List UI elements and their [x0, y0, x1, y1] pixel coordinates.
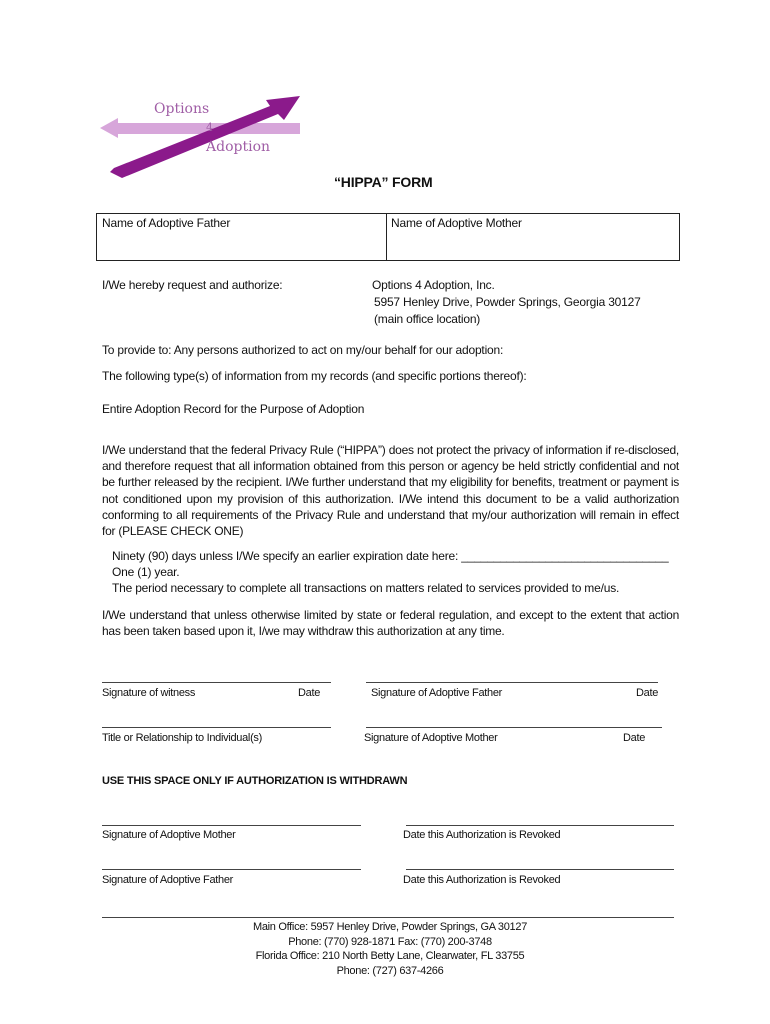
- mother-name-label: Name of Adoptive Mother: [391, 216, 522, 230]
- title-relationship-label: Title or Relationship to Individual(s): [102, 732, 262, 744]
- privacy-line: for (PLEASE CHECK ONE): [102, 524, 244, 539]
- privacy-line: not conditioned upon my provision of this authorization. I/We intend this document to be a valid authorization: [102, 491, 679, 506]
- footer-phone-florida: Phone: (727) 637-4266: [336, 965, 444, 977]
- option-ninety-days[interactable]: Ninety (90) days unless I/We specify an earlier expiration date here: ________________________________: [112, 549, 669, 563]
- logo-text-options: Options: [154, 101, 210, 117]
- logo-text-4: 4: [206, 121, 213, 134]
- witness-date-label: Date: [298, 687, 321, 699]
- privacy-line: and therefore request that all information obtained from this person or agency be held strictly confidential and not: [102, 459, 679, 474]
- withdrawn-mother-line[interactable]: [102, 825, 361, 826]
- withdrawn-father-label: Signature of Adoptive Father: [102, 874, 234, 886]
- privacy-line: conforming to all requirements of the Privacy Rule and understand that my/our authorization will remain in effect: [102, 507, 679, 522]
- page-title: “HIPPA” FORM: [334, 174, 433, 190]
- logo-text-adoption: Adoption: [206, 139, 271, 155]
- withdrawn-mother-label: Signature of Adoptive Mother: [102, 829, 236, 841]
- withdrawn-mother-date-line[interactable]: [406, 825, 674, 826]
- org-name: Options 4 Adoption, Inc.: [372, 278, 495, 292]
- org-location-note: (main office location): [374, 312, 481, 326]
- authorize-label: I/We hereby request and authorize:: [102, 278, 283, 292]
- title-relationship-line[interactable]: [102, 727, 331, 728]
- withdraw-line: has been taken based upon it, I/we may withdraw this authorization at any time.: [102, 624, 505, 639]
- footer-divider: [102, 917, 674, 918]
- provide-to-text: To provide to: Any persons authorized to act on my/our behalf for our adoption:: [102, 343, 504, 357]
- footer-florida-office: Florida Office: 210 North Betty Lane, Clearwater, FL 33755: [255, 950, 525, 962]
- privacy-paragraph: [102, 442, 679, 539]
- father-signature-label: Signature of Adoptive Father: [371, 687, 503, 699]
- privacy-line: I/We understand that the federal Privacy Rule (“HIPPA”) does not protect the privacy of information if re-disclosed,: [102, 443, 679, 457]
- withdraw-line: I/We understand that unless otherwise limited by state or federal regulation, and except to the extent that action: [102, 608, 679, 622]
- information-type-text: The following type(s) of information from my records (and specific portions thereof):: [102, 369, 527, 383]
- option-one-year[interactable]: One (1) year.: [112, 565, 180, 579]
- footer-phone-main: Phone: (770) 928-1871 Fax: (770) 200-3748: [288, 936, 492, 948]
- withdrawn-father-line[interactable]: [102, 869, 361, 870]
- withdraw-paragraph: [102, 607, 679, 639]
- father-name-label: Name of Adoptive Father: [102, 216, 231, 230]
- mother-signature-line[interactable]: [366, 727, 662, 728]
- withdrawn-father-date-line[interactable]: [406, 869, 674, 870]
- footer-main-office: Main Office: 5957 Henley Drive, Powder Springs, GA 30127: [252, 921, 528, 933]
- withdrawn-heading: USE THIS SPACE ONLY IF AUTHORIZATION IS WITHDRAWN: [102, 775, 408, 787]
- witness-signature-label: Signature of witness: [102, 687, 196, 699]
- father-date-label: Date: [636, 687, 659, 699]
- withdrawn-mother-date-label: Date this Authorization is Revoked: [403, 829, 561, 841]
- org-address: 5957 Henley Drive, Powder Springs, Georgia 30127: [374, 295, 641, 309]
- privacy-line: be further released by the recipient. I/We further understand that my eligibility for benefits, treatment or payment is: [102, 475, 679, 490]
- option-transaction-period[interactable]: The period necessary to complete all transactions on matters related to services provided to me/us.: [112, 581, 620, 595]
- withdrawn-father-date-label: Date this Authorization is Revoked: [403, 874, 561, 886]
- father-signature-line[interactable]: [366, 682, 658, 683]
- mother-signature-label: Signature of Adoptive Mother: [364, 732, 498, 744]
- witness-signature-line[interactable]: [102, 682, 331, 683]
- mother-date-label: Date: [623, 732, 646, 744]
- record-text: Entire Adoption Record for the Purpose of Adoption: [102, 402, 365, 416]
